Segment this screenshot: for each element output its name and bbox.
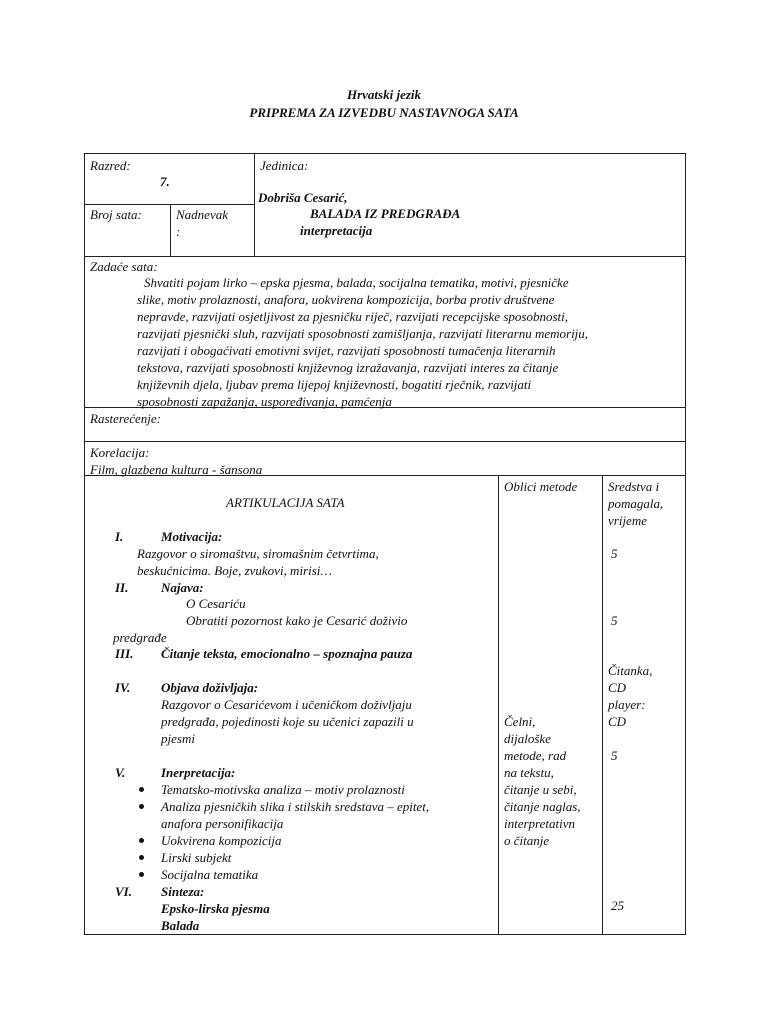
section-title: Inerpretacija: <box>161 765 236 780</box>
section-title: Motivacija: <box>161 529 223 544</box>
bullet-icon <box>139 855 144 860</box>
razred-label: Razred: <box>90 158 131 173</box>
sredstva-text: Čitanka, <box>608 663 653 678</box>
author-name: Dobriša Cesarić, <box>258 190 348 205</box>
zadace-line: književnih djela, ljubav prema lijepoj književnosti, bogatiti rječnik, razvijati <box>137 377 532 392</box>
zadace-line: nepravde, razvijati osjetljivost za pjesničku riječ, razvijati recepcijske sposobnosti, <box>137 309 568 324</box>
bullet-item: Tematsko-motivska analiza – motiv prolaznosti <box>161 782 405 797</box>
section-text: Balada <box>161 918 200 933</box>
section-text: Razgovor o Cesarićevom i učeničkom doživljaju <box>161 697 412 712</box>
korelacija-label: Korelacija: <box>90 445 150 460</box>
jedinica-label: Jedinica: <box>260 158 309 173</box>
bullet-item: Analiza pjesničkih slika i stilskih sredstava – epitet, <box>161 799 430 814</box>
section-number: V. <box>115 765 126 780</box>
section-text: Razgovor o siromaštvu, siromašnim četvrtima, <box>137 546 379 561</box>
work-title: BALADA IZ PREDGRAĐA <box>310 206 461 221</box>
bullet-icon <box>139 838 144 843</box>
bullet-icon <box>139 804 144 809</box>
section-title: Čitanje teksta, emocionalno – spoznajna pauza <box>161 646 413 661</box>
oblici-text: interpretativn <box>504 816 576 831</box>
bullet-item: Socijalna tematika <box>161 867 259 882</box>
zadace-label: Zadaće sata: <box>90 259 158 274</box>
nadnevak-label: Nadnevak <box>176 207 228 222</box>
section-text: Epsko-lirska pjesma <box>161 901 270 916</box>
page-title: PRIPREMA ZA IZVEDBU NASTAVNOGA SATA <box>249 105 519 120</box>
oblici-text: metode, rad <box>504 748 567 763</box>
zadace-line: razvijati pjesnički sluh, razvijati sposobnosti zamišljanja, razvijati literarnu memoriju, <box>137 326 589 341</box>
sredstva-text: player: <box>608 697 646 712</box>
section-number: II. <box>115 580 129 595</box>
sredstva-text: CD <box>608 680 627 695</box>
zadace-line: Shvatiti pojam lirko – epska pjesma, balada, socijalna tematika, motivi, pjesničke <box>144 275 569 290</box>
work-type: interpretacija <box>300 223 373 238</box>
oblici-text: na tekstu, <box>504 765 554 780</box>
time-value: 25 <box>611 898 624 913</box>
oblici-text: čitanje u sebi, <box>504 782 577 797</box>
zadace-line: razvijati i obogaćivati emotivni svijet, razvijati sposobnosti tumačenja literarnih <box>137 343 556 358</box>
section-number: III. <box>115 646 134 661</box>
razred-value: 7. <box>160 174 170 189</box>
time-value: 5 <box>611 546 618 561</box>
oblici-text: o čitanje <box>504 833 550 848</box>
section-title: Najava: <box>161 580 204 595</box>
artikulacija-title: ARTIKULACIJA SATA <box>226 495 345 510</box>
sredstva-header: Sredstva i <box>608 479 660 494</box>
section-number: IV. <box>115 680 131 695</box>
zadace-line: tekstova, razvijati sposobnosti književnog izražavanja, razvijati interes za čitanje <box>137 360 559 375</box>
broj-sata-label: Broj sata: <box>90 207 142 222</box>
section-text: Obratiti pozornost kako je Cesarić doživio <box>186 613 408 628</box>
zadace-line: slike, motiv prolaznosti, anafora, uokvirena kompozicija, borba protiv društvene <box>137 292 555 307</box>
bullet-item: anafora personifikacija <box>161 816 284 831</box>
oblici-text: čitanje naglas, <box>504 799 581 814</box>
bullet-icon <box>139 872 144 877</box>
bullet-item: Lirski subjekt <box>161 850 232 865</box>
section-text: O Cesariću <box>186 596 246 611</box>
time-value: 5 <box>611 613 618 628</box>
sredstva-text: CD <box>608 714 627 729</box>
section-text: beskućnicima. Boje, zvukovi, mirisi… <box>137 563 332 578</box>
section-text: predgrađa, pojedinosti koje su učenici zapazili u <box>161 714 414 729</box>
section-text: predgrađe <box>113 630 167 645</box>
korelacija-value: Film, glazbena kultura - šansona <box>90 462 263 477</box>
section-number: VI. <box>115 884 132 899</box>
section-number: I. <box>115 529 124 544</box>
section-text: pjesmi <box>161 731 195 746</box>
sredstva-header: vrijeme <box>608 513 647 528</box>
nadnevak-value: : <box>176 224 181 239</box>
section-title: Sinteza: <box>161 884 205 899</box>
subject-heading: Hrvatski jezik <box>346 87 422 102</box>
oblici-text: Čelni, <box>504 714 536 729</box>
section-title: Objava doživljaja: <box>161 680 259 695</box>
time-value: 5 <box>611 748 618 763</box>
bullet-item: Uokvirena kompozicija <box>161 833 282 848</box>
bullet-icon <box>139 787 144 792</box>
sredstva-header: pomagala, <box>608 496 664 511</box>
zadace-line: sposobnosti zapažanja, uspoređivanja, pamćenja <box>137 394 392 409</box>
rasterecenje-label: Rasterećenje: <box>90 411 161 426</box>
oblici-header: Oblici metode <box>504 479 578 494</box>
oblici-text: dijaloške <box>504 731 551 746</box>
